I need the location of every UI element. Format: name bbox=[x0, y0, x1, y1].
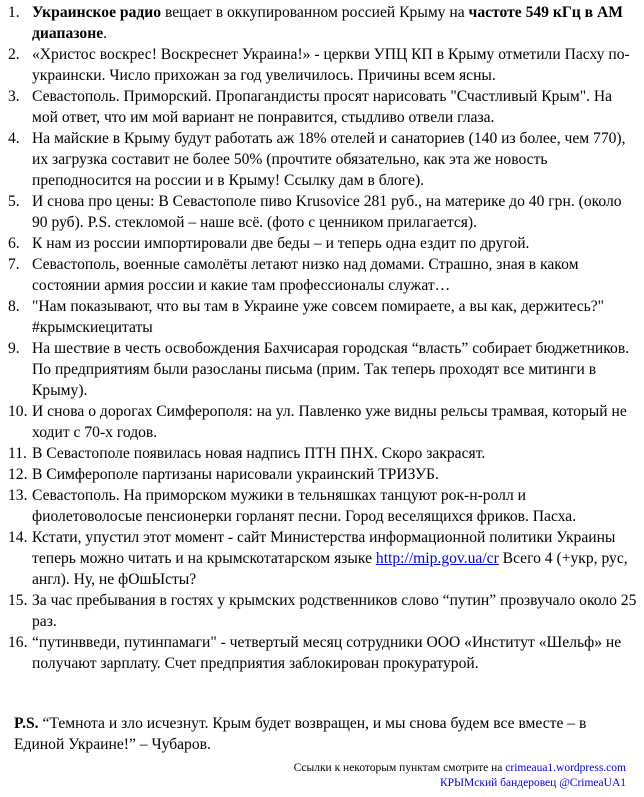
list-item bbox=[6, 128, 640, 191]
item-text: В Севастополе появилась новая надпись ПТН ПНХ. Скоро закрасят. bbox=[32, 445, 486, 462]
item-text bbox=[32, 2, 640, 44]
item-text bbox=[32, 527, 640, 590]
item-text: К нам из россии импортировали две беды – и теперь одна ездит по другой. bbox=[32, 235, 530, 252]
ps-quote bbox=[14, 713, 634, 755]
ps-label: P.S. bbox=[14, 715, 39, 732]
footer-prefix: Ссылки к некоторым пунктам смотрите на bbox=[293, 762, 506, 774]
item-text: Севастополь, военные самолёты летают низко над домами. Страшно, зная в каком состоянии армия россии и какие там профессионалы служат… bbox=[32, 256, 579, 294]
list-item bbox=[6, 443, 640, 464]
list-item bbox=[6, 233, 640, 254]
item-text: На майские в Крыму будут работать аж 18% отелей и санаториев (140 из более, чем 770), их загрузка составит не более 50% (прочтите обязательно, как эта же новость преподносится на россии и в Крыму! Ссылку дам в блоге). bbox=[32, 130, 626, 189]
blog-link[interactable]: crimeaua1.wordpress.com bbox=[505, 762, 626, 774]
item-text-part: вещает в оккупированном россией Крыму на bbox=[161, 4, 469, 21]
list-item bbox=[6, 485, 640, 527]
item-number: 10. bbox=[8, 403, 28, 420]
item-text: “путинвведи, путинпамаги" - четвертый месяц сотрудники ООО «Институт «Шельф» не получают зарплату. Счет предприятия заблокирован прокуратурой. bbox=[32, 634, 622, 672]
item-number: 6. bbox=[8, 235, 20, 252]
list-item bbox=[6, 590, 640, 632]
item-number: 1. bbox=[8, 4, 20, 21]
item-number: 12. bbox=[8, 466, 28, 483]
list-item bbox=[6, 44, 640, 86]
list-item bbox=[6, 338, 640, 401]
item-text-part: Кстати, упустил этот момент - сайт Министерства информационной политики Украины теперь можно читать и на крымскотатарском языке bbox=[32, 529, 616, 567]
item-text: И снова о дорогах Симферополя: на ул. Павленко уже видны рельсы трамвая, который не ходит с 70-х годов. bbox=[32, 403, 627, 441]
item-number: 14. bbox=[8, 529, 28, 546]
footer-author: КРЫМский бандеровец @CrimeaUA1 bbox=[439, 777, 626, 789]
item-number: 4. bbox=[8, 130, 20, 147]
list-item bbox=[6, 401, 640, 443]
item-number: 2. bbox=[8, 46, 20, 63]
list-item bbox=[6, 191, 640, 233]
item-number: 5. bbox=[8, 193, 20, 210]
mip-link[interactable]: http://mip.gov.ua/cr bbox=[375, 550, 499, 567]
item-text: Севастополь. На приморском мужики в тельняшках танцуют рок-н-ролл и фиолетоволосые пенсионерки горланят песни. Город веселящихся фриков. Пасха. bbox=[32, 487, 577, 525]
item-number: 9. bbox=[8, 340, 20, 357]
item-text-part: Всего 4 (+укр, рус, англ). Ну, не фОшЫсты? bbox=[32, 550, 628, 588]
item-text: «Христос воскрес! Воскреснет Украина!» - церкви УПЦ КП в Крыму отметили Пасху по-украински. Число прихожан за год увеличилось. Причины всем ясны. bbox=[32, 46, 630, 84]
item-number: 13. bbox=[8, 487, 28, 504]
item-text: За час пребывания в гостях у крымских родственников слово “путин” прозвучало около 25 раз. bbox=[32, 592, 637, 630]
item-text-part: . bbox=[103, 25, 108, 42]
item-number: 16. bbox=[8, 634, 28, 651]
list-item bbox=[6, 632, 640, 674]
footer-line-1 bbox=[294, 761, 626, 776]
item-text: На шествие в честь освобождения Бахчисарая городская “власть” собирает бюджетников. По предприятиям были разосланы письма (прим. Так теперь проходят все митинги в Крыму). bbox=[32, 340, 630, 399]
bold-text: частоте 549 кГц в АМ диапазоне bbox=[32, 4, 623, 42]
list-item bbox=[6, 254, 640, 296]
ps-text: “Темнота и зло исчезнут. Крым будет возвращен, и мы снова будем все вместе – в Единой Украине!” – Чубаров. bbox=[14, 715, 587, 753]
bold-text: Украинское радио bbox=[32, 4, 162, 21]
news-list bbox=[6, 2, 640, 674]
list-item bbox=[6, 296, 640, 338]
item-text: И снова про цены: В Севастополе пиво Krusovice 281 руб., на материке до 40 грн. (около 90 руб). P.S. стекломой – наше всё. (фото с ценником прилагается). bbox=[32, 193, 622, 231]
item-text: Севастополь. Приморский. Пропагандисты просят нарисовать "Счастливый Крым". На мой ответ, что им мой вариант не понравится, стыдливо отвели глаза. bbox=[32, 88, 613, 126]
list-item bbox=[6, 464, 640, 485]
item-number: 15. bbox=[8, 592, 28, 609]
footer bbox=[294, 761, 626, 791]
item-text: В Симферополе партизаны нарисовали украинский ТРИЗУБ. bbox=[32, 466, 439, 483]
list-item bbox=[6, 2, 640, 44]
item-number: 7. bbox=[8, 256, 20, 273]
list-item bbox=[6, 86, 640, 128]
item-text: "Нам показывают, что вы там в Украине уже совсем помираете, а вы как, держитесь?" #крымскиецитаты bbox=[32, 298, 605, 336]
item-number: 8. bbox=[8, 298, 20, 315]
item-number: 3. bbox=[8, 88, 20, 105]
item-number: 11. bbox=[8, 445, 27, 462]
list-item bbox=[6, 527, 640, 590]
